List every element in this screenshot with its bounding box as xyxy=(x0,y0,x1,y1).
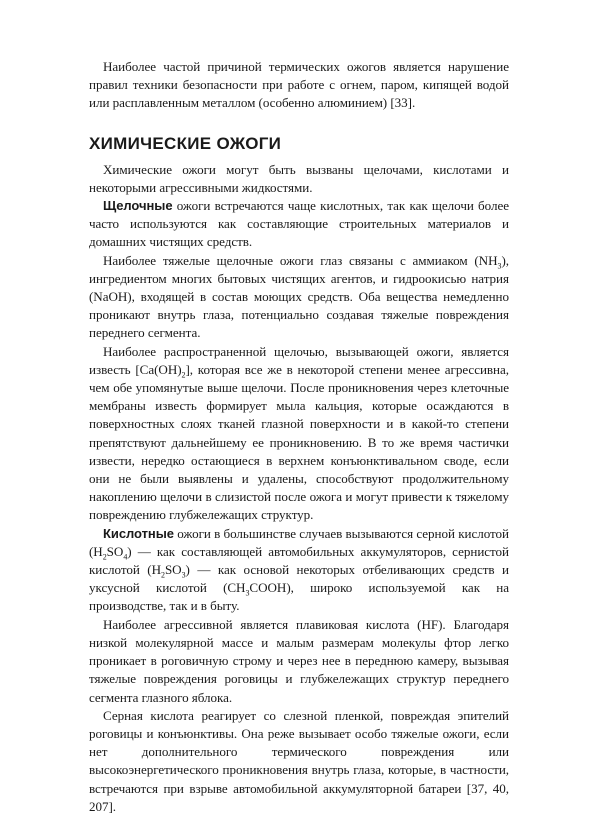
intro-paragraph: Наиболее частой причиной термических ожогов является нарушение правил техники безопасности при работе с огнем, паром, кипящей водой или расплавленным металлом (особенно алюминием) [33]. xyxy=(89,59,509,111)
acid-text-f: COOH), широко используемой как на производстве, так и в быту. xyxy=(89,580,509,614)
alkaline-burns-paragraph xyxy=(89,197,509,252)
ammonia-text-a: Наиболее тяжелые щелочные ожоги глаз связаны с аммиаком (NH xyxy=(103,252,498,268)
acid-subscript-1: 2 xyxy=(102,552,107,562)
acid-lead-term: Кислотные xyxy=(103,525,174,541)
lime-text-a: Наиболее распространенной щелочью, вызывающей ожоги, является известь [Ca(OH) xyxy=(89,343,509,377)
acid-text-a: ожоги в большинстве случаев вызываются серной кислотой (H xyxy=(89,525,509,559)
lime-subscript: 2 xyxy=(181,370,186,380)
ammonia-paragraph xyxy=(89,252,509,343)
alkaline-burns-text: ожоги встречаются чаще кислотных, так как щелочи более часто используются как составляющие строительных материалов и домашних чистящих средств. xyxy=(89,198,509,250)
acid-text-d: SO xyxy=(164,562,182,578)
sulfuric-paragraph: Серная кислота реагирует со слезной пленкой, повреждая эпителий роговицы и конъюнктивы. Она реже вызывает особо тяжелые ожоги, если нет дополнительного термического повреждения или высокоэнергетического проникновения внутрь глаза, которые, в частности, встречаются при взрыве автомобильной аккумуляторной батареи [37, 40, 207]. xyxy=(89,707,509,814)
section-heading: ХИМИЧЕСКИЕ ОЖОГИ xyxy=(89,133,282,153)
chemical-burns-paragraph: Химические ожоги могут быть вызваны щелочами, кислотами и некоторыми агрессивными жидкостями. xyxy=(89,161,509,195)
lime-text-b: ], которая все же в некоторой степени менее агрессивна, чем обе упомянутые выше щелочи. После проникновения через клеточные мембраны известь формирует мыла кальция, которые осаждаются в поверхностных слоях тканей глазной поверхности и в какой-то степени препятствуют дальнейшему ее проникновению. В то же время частички извести, нередко остающиеся в верхнем конъюнктивальном своде, если они не были выявлены и удалены, способствуют продолжительному накоплению щелочи в слизистой после ожога и могут привести к тяжелому повреждению глубжележащих структур. xyxy=(89,361,509,523)
acid-subscript-4: 3 xyxy=(181,570,186,580)
acid-subscript-2: 4 xyxy=(123,552,128,562)
document-page xyxy=(89,58,509,816)
lime-paragraph xyxy=(89,343,509,525)
acid-text-b: SO xyxy=(106,543,124,559)
alkaline-lead-term: Щелочные xyxy=(103,198,173,214)
ammonia-subscript: 3 xyxy=(497,261,502,271)
acid-text-e: ) — как основой некоторых отбеливающих средств и уксусной кислотой (CH xyxy=(89,562,509,596)
ammonia-text-b: ), ингредиентом многих бытовых чистящих агентов, и гидроокисью натрия (NaOH), входящей в состав моющих средств. Оба вещества немедленно проникают внутрь глаза, потенциально создавая тяжелые повреждения переднего сегмента. xyxy=(89,252,509,341)
acid-burns-paragraph xyxy=(89,525,509,616)
acid-subscript-3: 2 xyxy=(161,570,165,580)
hydrofluoric-paragraph: Наиболее агрессивной является плавиковая кислота (HF). Благодаря низкой молекулярной массе и малым размерам молекулы фтор легко проникает в роговичную строму и через нее в переднюю камеру, вызывая тяжелые повреждения роговицы и глубжележащих структур переднего сегмента глазного яблока. xyxy=(89,616,509,705)
acid-subscript-5: 3 xyxy=(245,588,250,598)
acid-text-c: ) — как составляющей автомобильных аккумуляторов, сернистой кислотой (H xyxy=(89,543,509,578)
